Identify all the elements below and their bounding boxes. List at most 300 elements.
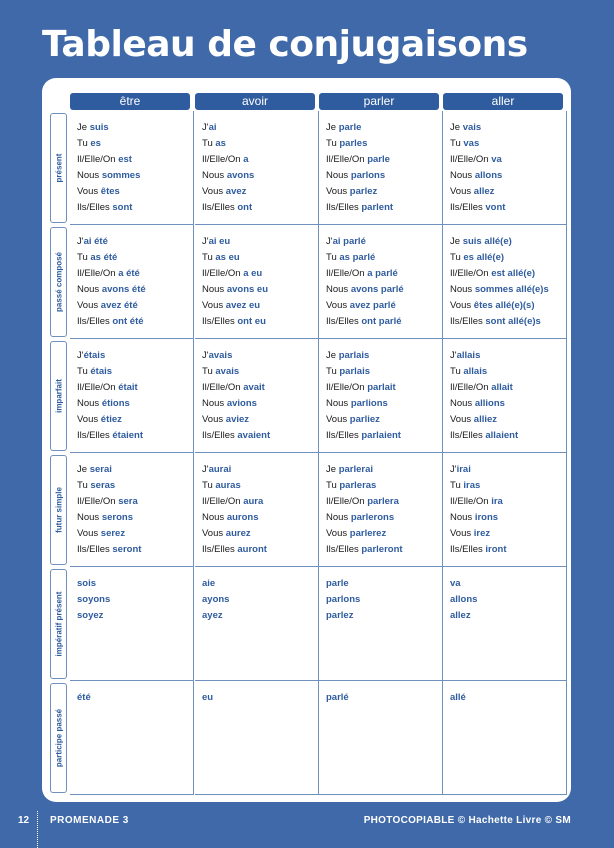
conjugation-line xyxy=(450,298,566,314)
verb-form: sont xyxy=(112,202,133,213)
conjugation-line xyxy=(202,690,318,706)
verb-form: ai parlé xyxy=(332,236,366,247)
verb-form: parle xyxy=(326,578,349,589)
pronoun: Vous xyxy=(326,300,350,311)
page-title: Tableau de conjugaisons xyxy=(42,24,528,65)
column-header-3: aller xyxy=(443,93,563,110)
verb-form: as été xyxy=(90,252,118,263)
verb-form: seront xyxy=(112,544,142,555)
verb-form: parliez xyxy=(349,414,380,425)
pronoun: Nous xyxy=(202,512,227,523)
conjugation-line xyxy=(326,690,442,706)
pronoun: Ils/Elles xyxy=(77,430,113,441)
verb-form: été xyxy=(77,692,91,703)
verb-form: parlerez xyxy=(349,528,387,539)
verb-form: avons eu xyxy=(226,284,269,295)
conjugation-line xyxy=(450,168,566,184)
verb-form: avez été xyxy=(100,300,138,311)
conjugation-line xyxy=(326,396,442,412)
pronoun: Tu xyxy=(77,252,91,263)
pronoun: Ils/Elles xyxy=(326,544,362,555)
verb-form: sont allé(e)s xyxy=(485,316,541,327)
conjugation-line xyxy=(77,526,193,542)
verb-form: allé xyxy=(450,692,466,703)
conjugation-line xyxy=(326,592,442,608)
pronoun: Ils/Elles xyxy=(326,430,362,441)
conjugation-line xyxy=(450,462,566,478)
verb-form: étiez xyxy=(100,414,122,425)
conjugation-cell xyxy=(70,681,194,795)
pronoun: J' xyxy=(450,464,457,475)
conjugation-line xyxy=(326,298,442,314)
verb-form: était xyxy=(118,382,138,393)
conjugation-line xyxy=(77,412,193,428)
pronoun: Ils/Elles xyxy=(77,202,113,213)
verb-form: parleras xyxy=(339,480,377,491)
verb-form: êtes xyxy=(100,186,120,197)
pronoun: Il/Elle/On xyxy=(202,268,244,279)
conjugation-line xyxy=(326,234,442,250)
conjugation-line xyxy=(450,494,566,510)
verb-form: ai xyxy=(208,122,217,133)
conjugation-line xyxy=(450,690,566,706)
pronoun: Vous xyxy=(202,528,226,539)
conjugation-line xyxy=(326,136,442,152)
conjugation-line xyxy=(77,690,193,706)
verb-form: es xyxy=(90,138,101,149)
pronoun: Je xyxy=(326,350,339,361)
verb-form: soyons xyxy=(77,594,111,605)
conjugation-line xyxy=(202,120,318,136)
pronoun: Nous xyxy=(202,284,227,295)
pronoun: Ils/Elles xyxy=(450,544,486,555)
conjugation-line xyxy=(202,526,318,542)
pronoun: Vous xyxy=(450,414,474,425)
conjugation-line xyxy=(326,510,442,526)
verb-form: alliez xyxy=(473,414,498,425)
pronoun: Vous xyxy=(202,300,226,311)
conjugation-line xyxy=(77,120,193,136)
pronoun: Ils/Elles xyxy=(326,316,362,327)
verb-form: allait xyxy=(491,382,513,393)
verb-form: a eu xyxy=(243,268,263,279)
conjugation-cell xyxy=(319,111,443,225)
tense-label-text: passé composé xyxy=(54,251,63,313)
pronoun: Nous xyxy=(450,170,475,181)
conjugation-line xyxy=(326,348,442,364)
conjugation-line xyxy=(450,608,566,624)
conjugation-line xyxy=(77,152,193,168)
pronoun: Il/Elle/On xyxy=(326,268,368,279)
pronoun: Il/Elle/On xyxy=(450,268,492,279)
verb-form: allons xyxy=(450,594,478,605)
pronoun: Vous xyxy=(326,186,350,197)
tense-label-text: présent xyxy=(54,153,63,183)
copyright-notice: PHOTOCOPIABLE © Hachette Livre © SM xyxy=(363,815,571,826)
conjugation-line xyxy=(202,348,318,364)
conjugation-line xyxy=(326,200,442,216)
pronoun: Il/Elle/On xyxy=(450,496,492,507)
conjugation-line xyxy=(77,592,193,608)
conjugation-cell xyxy=(70,111,194,225)
conjugation-cell xyxy=(195,681,319,795)
conjugation-line xyxy=(326,282,442,298)
verb-form: seras xyxy=(90,480,116,491)
conjugation-line xyxy=(450,184,566,200)
page-number: 12 xyxy=(18,815,30,826)
conjugation-cell xyxy=(195,225,319,339)
verb-form: vont xyxy=(485,202,506,213)
conjugation-line xyxy=(450,250,566,266)
verb-form: parle xyxy=(338,122,362,133)
pronoun: Tu xyxy=(77,480,91,491)
pronoun: Nous xyxy=(202,398,227,409)
conjugation-line xyxy=(77,348,193,364)
verb-form: parlions xyxy=(350,398,388,409)
pronoun: Nous xyxy=(77,170,102,181)
verb-form: vais xyxy=(462,122,482,133)
verb-form: sera xyxy=(118,496,138,507)
conjugation-line xyxy=(77,428,193,444)
pronoun: J' xyxy=(202,350,209,361)
conjugation-cell xyxy=(319,681,443,795)
verb-form: étions xyxy=(101,398,130,409)
conjugation-cell xyxy=(70,225,194,339)
conjugation-line xyxy=(450,428,566,444)
verb-form: es allé(e) xyxy=(463,252,505,263)
tense-label-text: imparfait xyxy=(54,379,63,413)
pronoun: Il/Elle/On xyxy=(77,154,119,165)
tense-label-text: futur simple xyxy=(54,487,63,533)
pronoun: Il/Elle/On xyxy=(326,154,368,165)
conjugation-line xyxy=(77,494,193,510)
verb-form: serons xyxy=(101,512,133,523)
verb-form: aurez xyxy=(225,528,251,539)
conjugation-line xyxy=(450,592,566,608)
conjugation-cell xyxy=(443,453,567,567)
verb-form: auras xyxy=(215,480,241,491)
pronoun: Tu xyxy=(326,138,340,149)
pronoun: Je xyxy=(326,464,339,475)
pronoun: Il/Elle/On xyxy=(450,154,492,165)
pronoun: Nous xyxy=(77,284,102,295)
verb-form: avions xyxy=(226,398,257,409)
pronoun: Il/Elle/On xyxy=(77,496,119,507)
pronoun: Nous xyxy=(326,512,351,523)
conjugation-line xyxy=(450,478,566,494)
pronoun: Vous xyxy=(77,414,101,425)
conjugation-line xyxy=(326,250,442,266)
conjugation-line xyxy=(326,266,442,282)
conjugation-line xyxy=(202,282,318,298)
conjugation-line xyxy=(450,282,566,298)
verb-form: a xyxy=(243,154,249,165)
pronoun: Nous xyxy=(326,170,351,181)
conjugation-line xyxy=(326,462,442,478)
conjugation-line xyxy=(77,136,193,152)
conjugation-line xyxy=(202,200,318,216)
pronoun: Tu xyxy=(326,366,340,377)
conjugation-line xyxy=(326,152,442,168)
column-header-0: être xyxy=(70,93,190,110)
conjugation-line xyxy=(202,168,318,184)
conjugation-line xyxy=(202,136,318,152)
conjugation-line xyxy=(450,364,566,380)
conjugation-line xyxy=(450,266,566,282)
pronoun: J' xyxy=(326,236,333,247)
conjugation-cell xyxy=(195,339,319,453)
pronoun: Je xyxy=(77,122,90,133)
verb-form: parleront xyxy=(361,544,403,555)
pronoun: Ils/Elles xyxy=(326,202,362,213)
pronoun: Tu xyxy=(450,252,464,263)
verb-form: eu xyxy=(202,692,214,703)
verb-form: ont été xyxy=(112,316,144,327)
conjugation-line xyxy=(450,576,566,592)
conjugation-line xyxy=(77,462,193,478)
conjugation-cell xyxy=(70,567,194,681)
pronoun: Nous xyxy=(450,284,475,295)
pronoun: Tu xyxy=(450,480,464,491)
pronoun: Il/Elle/On xyxy=(202,382,244,393)
pronoun: Je xyxy=(450,236,463,247)
pronoun: Tu xyxy=(77,138,91,149)
pronoun: Ils/Elles xyxy=(450,202,486,213)
conjugation-line xyxy=(202,314,318,330)
pronoun: Vous xyxy=(202,186,226,197)
conjugation-line xyxy=(326,184,442,200)
verb-form: allez xyxy=(473,186,495,197)
verb-form: parlez xyxy=(326,610,354,621)
conjugation-line xyxy=(202,234,318,250)
verb-form: allais xyxy=(463,366,488,377)
pronoun: Il/Elle/On xyxy=(202,154,244,165)
verb-form: allais xyxy=(456,350,481,361)
pronoun: Il/Elle/On xyxy=(326,382,368,393)
verb-form: auront xyxy=(237,544,267,555)
verb-form: irez xyxy=(473,528,491,539)
conjugation-cell xyxy=(319,225,443,339)
verb-form: sois xyxy=(77,578,97,589)
pronoun: Nous xyxy=(77,512,102,523)
verb-form: parlait xyxy=(367,382,396,393)
verb-form: avons été xyxy=(101,284,146,295)
tense-label-text: impératif présent xyxy=(54,591,63,657)
verb-form: parles xyxy=(339,138,368,149)
pronoun: Il/Elle/On xyxy=(77,382,119,393)
verb-form: avez parlé xyxy=(349,300,396,311)
pronoun: Ils/Elles xyxy=(450,430,486,441)
verb-form: a été xyxy=(118,268,140,279)
conjugation-table xyxy=(42,78,571,802)
verb-form: avais xyxy=(215,366,240,377)
conjugation-line xyxy=(202,462,318,478)
conjugation-line xyxy=(202,428,318,444)
verb-form: parlez xyxy=(349,186,378,197)
pronoun: Il/Elle/On xyxy=(77,268,119,279)
verb-form: ont eu xyxy=(237,316,266,327)
conjugation-line xyxy=(450,542,566,558)
conjugation-line xyxy=(202,266,318,282)
verb-form: soyez xyxy=(77,610,104,621)
verb-form: avait xyxy=(243,382,265,393)
conjugation-line xyxy=(450,348,566,364)
verb-form: étais xyxy=(83,350,106,361)
conjugation-line xyxy=(326,576,442,592)
conjugation-cell xyxy=(443,339,567,453)
verb-form: ayons xyxy=(202,594,230,605)
pronoun: J' xyxy=(202,236,209,247)
conjugation-line xyxy=(202,592,318,608)
conjugation-line xyxy=(450,136,566,152)
conjugation-line xyxy=(77,510,193,526)
pronoun: Tu xyxy=(202,252,216,263)
verb-form: parlais xyxy=(339,366,371,377)
verb-form: avez xyxy=(225,186,247,197)
verb-form: irai xyxy=(456,464,471,475)
verb-form: parlons xyxy=(326,594,361,605)
pronoun: Ils/Elles xyxy=(77,316,113,327)
conjugation-cell xyxy=(319,567,443,681)
pronoun: Nous xyxy=(77,398,102,409)
pronoun: J' xyxy=(77,350,84,361)
conjugation-line xyxy=(202,412,318,428)
verb-form: sommes xyxy=(101,170,141,181)
conjugation-line xyxy=(450,234,566,250)
conjugation-cell xyxy=(443,225,567,339)
verb-form: parlent xyxy=(361,202,394,213)
conjugation-line xyxy=(450,412,566,428)
conjugation-line xyxy=(77,576,193,592)
pronoun: Tu xyxy=(202,366,216,377)
verb-form: parlé xyxy=(326,692,349,703)
pronoun: Il/Elle/On xyxy=(202,496,244,507)
conjugation-line xyxy=(450,120,566,136)
pronoun: Tu xyxy=(202,138,216,149)
verb-form: ai été xyxy=(83,236,108,247)
conjugation-line xyxy=(77,542,193,558)
conjugation-line xyxy=(326,428,442,444)
conjugation-line xyxy=(77,396,193,412)
conjugation-line xyxy=(77,478,193,494)
conjugation-line xyxy=(202,250,318,266)
book-title: PROMENADE 3 xyxy=(50,815,129,826)
tense-label-5 xyxy=(50,683,67,793)
pronoun: Je xyxy=(450,122,463,133)
pronoun: Nous xyxy=(326,398,351,409)
conjugation-line xyxy=(77,364,193,380)
conjugation-line xyxy=(202,184,318,200)
verb-form: avais xyxy=(208,350,233,361)
verb-form: aura xyxy=(243,496,264,507)
pronoun: Vous xyxy=(77,186,101,197)
verb-form: avons xyxy=(226,170,255,181)
column-header-1: avoir xyxy=(195,93,315,110)
conjugation-line xyxy=(202,494,318,510)
tense-label-3 xyxy=(50,455,67,565)
conjugation-line xyxy=(202,396,318,412)
conjugation-line xyxy=(77,266,193,282)
conjugation-line xyxy=(450,526,566,542)
pronoun: Vous xyxy=(202,414,226,425)
verb-form: avez eu xyxy=(225,300,261,311)
verb-form: étais xyxy=(90,366,113,377)
conjugation-line xyxy=(202,152,318,168)
conjugation-line xyxy=(202,478,318,494)
verb-form: ai eu xyxy=(208,236,231,247)
conjugation-line xyxy=(77,282,193,298)
verb-form: suis allé(e) xyxy=(462,236,512,247)
verb-form: avaient xyxy=(237,430,271,441)
conjugation-cell xyxy=(443,567,567,681)
pronoun: Je xyxy=(326,122,339,133)
conjugation-line xyxy=(202,364,318,380)
pronoun: Vous xyxy=(77,300,101,311)
pronoun: Ils/Elles xyxy=(77,544,113,555)
pronoun: Il/Elle/On xyxy=(450,382,492,393)
conjugation-line xyxy=(326,380,442,396)
conjugation-line xyxy=(77,608,193,624)
verb-form: as parlé xyxy=(339,252,376,263)
conjugation-line xyxy=(326,494,442,510)
pronoun: Vous xyxy=(326,528,350,539)
verb-form: allons xyxy=(474,170,503,181)
pronoun: Je xyxy=(77,464,90,475)
conjugation-line xyxy=(326,526,442,542)
verb-form: a parlé xyxy=(367,268,398,279)
pronoun: Ils/Elles xyxy=(450,316,486,327)
conjugation-line xyxy=(450,380,566,396)
verb-form: sommes allé(e)s xyxy=(474,284,549,295)
pronoun: Nous xyxy=(450,512,475,523)
verb-form: ira xyxy=(491,496,503,507)
tense-label-text: participe passé xyxy=(54,708,63,768)
verb-form: serai xyxy=(89,464,112,475)
pronoun: Ils/Elles xyxy=(202,430,238,441)
conjugation-line xyxy=(326,542,442,558)
pronoun: Vous xyxy=(77,528,101,539)
verb-form: est xyxy=(118,154,132,165)
pronoun: Vous xyxy=(450,186,474,197)
verb-form: ayez xyxy=(202,610,223,621)
conjugation-cell xyxy=(195,567,319,681)
conjugation-line xyxy=(202,608,318,624)
conjugation-line xyxy=(77,380,193,396)
conjugation-line xyxy=(450,314,566,330)
conjugation-cell xyxy=(195,453,319,567)
pronoun: Ils/Elles xyxy=(202,316,238,327)
conjugation-line xyxy=(77,168,193,184)
pronoun: Nous xyxy=(450,398,475,409)
conjugation-line xyxy=(326,168,442,184)
pronoun: J' xyxy=(202,464,209,475)
verb-form: va xyxy=(491,154,502,165)
conjugation-line xyxy=(326,412,442,428)
pronoun: Il/Elle/On xyxy=(326,496,368,507)
conjugation-line xyxy=(326,314,442,330)
verb-form: ont xyxy=(237,202,253,213)
pronoun: Ils/Elles xyxy=(202,202,238,213)
conjugation-line xyxy=(202,380,318,396)
verb-form: ont parlé xyxy=(361,316,402,327)
conjugation-line xyxy=(450,152,566,168)
footer-divider xyxy=(37,811,38,848)
verb-form: aurai xyxy=(208,464,232,475)
pronoun: Nous xyxy=(326,284,351,295)
conjugation-line xyxy=(450,510,566,526)
pronoun: Tu xyxy=(326,252,340,263)
verb-form: iront xyxy=(485,544,507,555)
